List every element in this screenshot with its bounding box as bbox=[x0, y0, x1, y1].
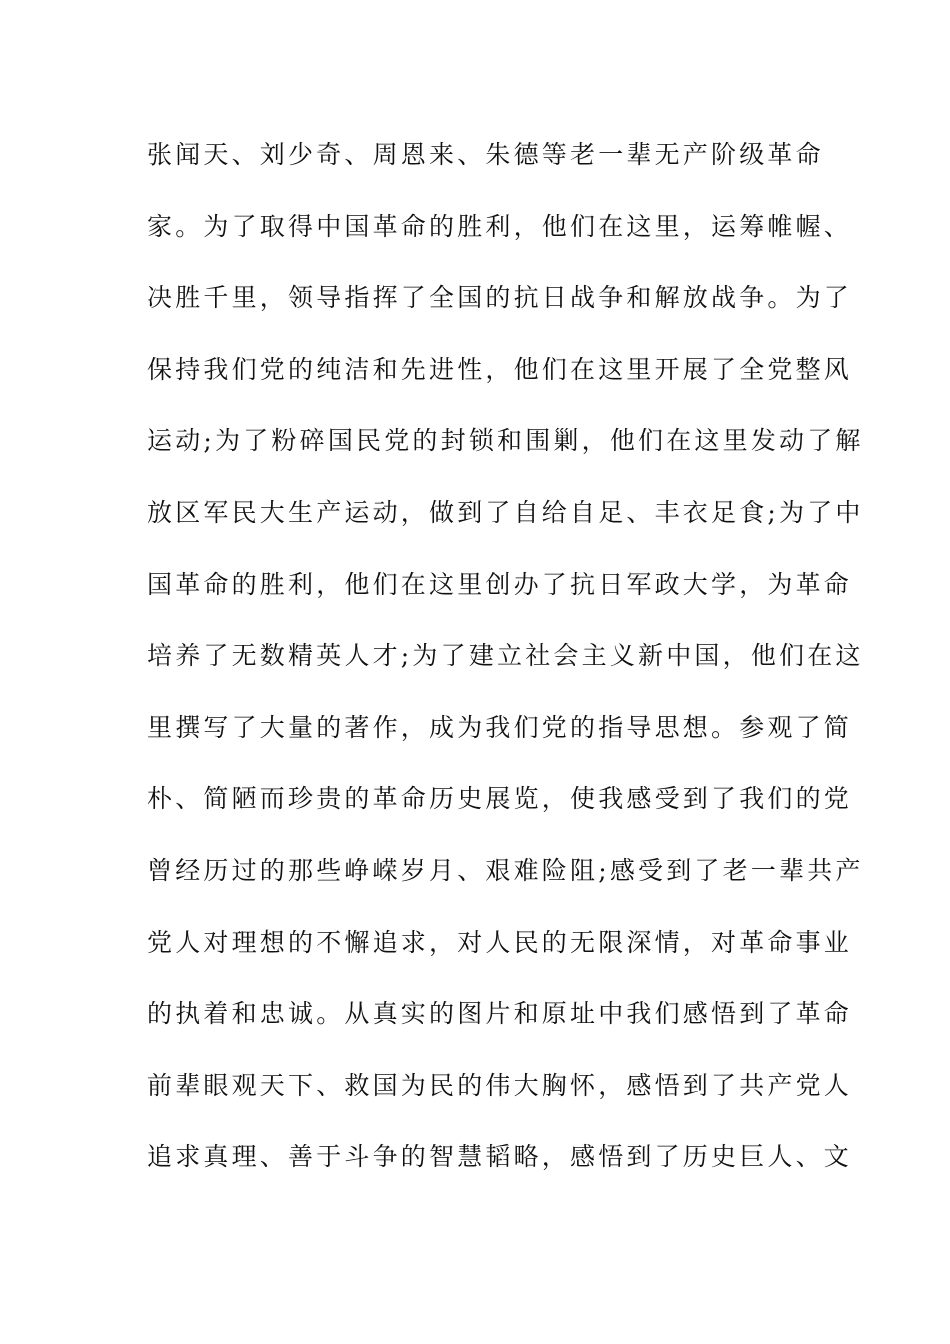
text-line: 追求真理、善于斗争的智慧韬略，感悟到了历史巨人、文 bbox=[147, 1142, 853, 1172]
text-line: 家。为了取得中国革命的胜利，他们在这里，运筹帷幄、 bbox=[147, 211, 853, 241]
body-text bbox=[147, 128, 864, 1202]
text-line: 培养了无数精英人才;为了建立社会主义新中国，他们在这 bbox=[147, 641, 864, 671]
text-line: 运动;为了粉碎国民党的封锁和围剿，他们在这里发动了解 bbox=[147, 426, 864, 456]
text-line: 国革命的胜利，他们在这里创办了抗日军政大学，为革命 bbox=[147, 569, 853, 599]
text-line: 党人对理想的不懈追求，对人民的无限深情，对革命事业 bbox=[147, 927, 853, 957]
text-line: 决胜千里，领导指挥了全国的抗日战争和解放战争。为了 bbox=[147, 283, 853, 313]
text-line: 前辈眼观天下、救国为民的伟大胸怀，感悟到了共产党人 bbox=[147, 1070, 853, 1100]
text-line: 朴、简陋而珍贵的革命历史展览，使我感受到了我们的党 bbox=[147, 784, 853, 814]
text-line: 放区军民大生产运动，做到了自给自足、丰衣足食;为了中 bbox=[147, 497, 864, 527]
text-line: 曾经历过的那些峥嵘岁月、艰难险阻;感受到了老一辈共产 bbox=[147, 855, 864, 885]
text-line: 保持我们党的纯洁和先进性，他们在这里开展了全党整风 bbox=[147, 354, 853, 384]
text-line: 的执着和忠诚。从真实的图片和原址中我们感悟到了革命 bbox=[147, 999, 853, 1029]
text-line: 张闻天、刘少奇、周恩来、朱德等老一辈无产阶级革命 bbox=[147, 140, 824, 169]
text-line: 里撰写了大量的著作，成为我们党的指导思想。参观了简 bbox=[147, 712, 853, 742]
